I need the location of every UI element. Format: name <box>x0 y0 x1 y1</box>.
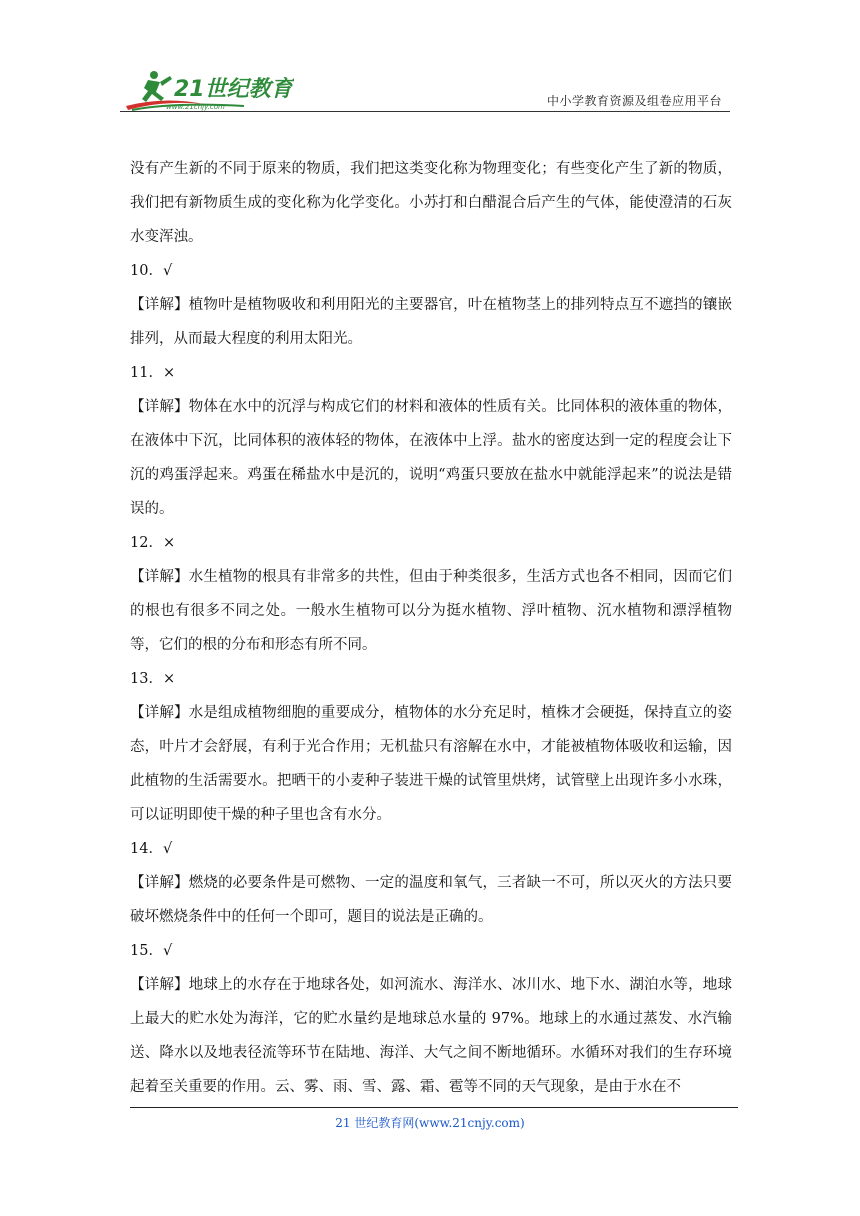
footer-divider <box>130 1107 738 1108</box>
question-15-answer: 15．√ <box>130 943 173 959</box>
site-logo[interactable] <box>124 66 294 112</box>
paragraph-continued: 没有产生新的不同于原来的物质，我们把这类变化称为物理变化；有些变化产生了新的物质，我们把有新物质生成的变化称为化学变化。小苏打和白醋混合后产生的气体，能使澄清的石灰水变浑浊。 <box>130 161 732 245</box>
question-10-explanation: 【详解】植物叶是植物吸收和利用阳光的主要器官，叶在植物茎上的排列特点互不遮挡的镶嵌排列，从而最大程度的利用太阳光。 <box>130 297 732 347</box>
answer-content <box>130 152 732 1104</box>
question-12-answer: 12．× <box>130 535 176 551</box>
question-11-answer: 11．× <box>130 365 176 381</box>
question-10-answer: 10．√ <box>130 263 173 279</box>
logo-text: 21世纪教育 <box>174 77 293 102</box>
question-13-answer: 13．× <box>130 671 176 687</box>
logo-url-text: www.21cnjy.com <box>166 103 225 111</box>
platform-name: 中小学教育资源及组卷应用平台 <box>546 94 722 108</box>
question-12-explanation: 【详解】水生植物的根具有非常多的共性，但由于种类很多，生活方式也各不相同，因而它们的根也有很多不同之处。一般水生植物可以分为挺水植物、浮叶植物、沉水植物和漂浮植物等，它们的根的分布和形态有所不同。 <box>130 569 732 653</box>
question-11-explanation: 【详解】物体在水中的沉浮与构成它们的材料和液体的性质有关。比同体积的液体重的物体，在液体中下沉，比同体积的液体轻的物体，在液体中上浮。盐水的密度达到一定的程度会让下沉的鸡蛋浮起来。鸡蛋在稀盐水中是沉的，说明“鸡蛋只要放在盐水中就能浮起来”的说法是错误的。 <box>130 399 732 517</box>
page-header <box>120 62 740 114</box>
question-13-explanation: 【详解】水是组成植物细胞的重要成分，植物体的水分充足时，植株才会硬挺，保持直立的姿态，叶片才会舒展，有利于光合作用；无机盐只有溶解在水中，才能被植物体吸收和运输，因此植物的生活需要水。把晒干的小麦种子装进干燥的试管里烘烤，试管壁上出现许多小水珠，可以证明即使干燥的种子里也含有水分。 <box>130 705 732 823</box>
runner-logo-icon <box>124 66 294 112</box>
footer-link[interactable]: 21 世纪教育网(www.21cnjy.com) <box>335 1116 525 1130</box>
question-14-explanation: 【详解】燃烧的必要条件是可燃物、一定的温度和氧气，三者缺一不可，所以灭火的方法只要破坏燃烧条件中的任何一个即可，题目的说法是正确的。 <box>130 875 732 925</box>
header-divider <box>120 111 730 112</box>
question-15-explanation: 【详解】地球上的水存在于地球各处，如河流水、海洋水、冰川水、地下水、湖泊水等，地球上最大的贮水处为海洋，它的贮水量约是地球总水量的 97%。地球上的水通过蒸发、水汽输送、降水以及地表径流等环节在陆地、海洋、大气之间不断地循环。水循环对我们的生存环境起着至关重要的作用。云、雾、雨、雪、露、霜、雹等不同的天气现象，是由于水在不 <box>130 977 732 1095</box>
question-14-answer: 14．√ <box>130 841 173 857</box>
